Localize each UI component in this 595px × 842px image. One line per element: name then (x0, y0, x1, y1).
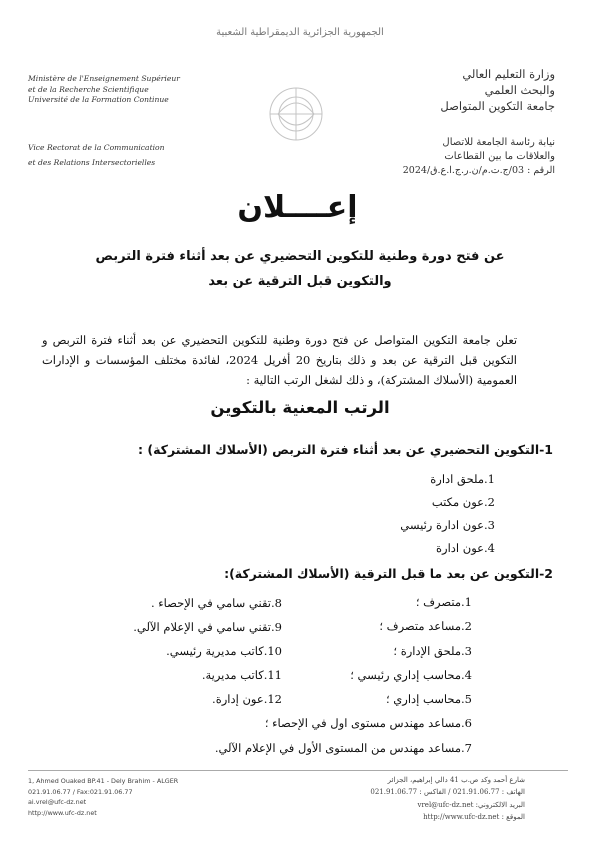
subject-line: عن فتح دورة وطنية للتكوين التحضيري عن بعد أثناء فترة التربص (95, 249, 505, 264)
vice-rectorat-fr (28, 140, 218, 170)
announcement-title: إعــــلان (237, 190, 358, 225)
section2-heading: 2-التكوين عن بعد ما قبل الترقية (الأسلاك المشتركة): (224, 566, 553, 581)
ranks-heading: الرتب المعنية بالتكوين (210, 398, 390, 417)
ministry-line-fr: Université de la Formation Continue (28, 95, 169, 104)
vice-rectorat-ar (345, 136, 555, 164)
list-item: 12.عون إدارة. (212, 692, 282, 706)
list-item: 2.مساعد متصرف ؛ (379, 619, 472, 634)
list-item: 4.عون ادارة (436, 541, 495, 555)
ministry-header-fr (28, 74, 213, 106)
list-item: 1.متصرف ؛ (415, 595, 472, 609)
vice-line-ar: نيابة رئاسة الجامعة للاتصال (442, 137, 555, 148)
footer-email-ar[interactable]: البريد الالكتروني: vrel@ufc-dz.net (417, 800, 525, 809)
list-item: 2.عون مكتب (431, 495, 495, 509)
intro-paragraph: تعلن جامعة التكوين المتواصل عن فتح دورة وطنية للتكوين التحضيري عن بعد أثناء فترة التربص و التكوين قبل الترقية عن بعد و ذلك بتاريخ 20 أفريل 2024، لفائدة مختلف المؤسسات و الإدارات العمومية (الأسلاك المشتركة)، و ذلك لشغل الرتب التالية : (42, 333, 517, 387)
footer-contact-fr (28, 776, 228, 818)
ministry-line-fr: et de la Recherche Scientifique (28, 84, 149, 94)
ministry-line-fr: Ministère de l'Enseignement Supérieur (28, 74, 180, 83)
section1-list (295, 468, 495, 560)
list-item: 4.محاسب إداري رئيسي ؛ (350, 667, 472, 682)
footer-address-fr: 1, Ahmed Ouaked BP.41 - Dely Brahim - ALGER (28, 777, 179, 785)
section2-list-left (112, 591, 282, 711)
vice-line-fr: Vice Rectorat de la Communication (28, 143, 165, 152)
ministry-header-ar (365, 66, 555, 114)
list-item: 6.مساعد مهندس مستوى اول في الإحصاء ؛ (264, 716, 472, 731)
subject-line: والتكوين قبل الترقية عن بعد (208, 274, 392, 289)
ministry-line-ar: جامعة التكوين المتواصل (440, 99, 555, 113)
republic-header: الجمهورية الجزائرية الديمقراطية الشعبية (216, 27, 384, 38)
list-item: 5.محاسب إداري ؛ (385, 692, 472, 707)
list-item: 3.عون ادارة رئيسي (400, 518, 495, 532)
university-logo (248, 74, 344, 154)
list-item: 3.ملحق الإدارة ؛ (393, 643, 472, 658)
footer-phone-fr: 021.91.06.77 / Fax:021.91.06.77 (28, 787, 133, 796)
ministry-line-ar: وزارة التعليم العالي (462, 67, 555, 81)
list-item: 1.ملحق ادارة (430, 472, 495, 486)
announcement-subject (60, 244, 540, 294)
list-item: 9.تقني سامي في الإعلام الآلي. (133, 620, 282, 634)
footer-website-ar[interactable]: الموقع : http://www.ufc-dz.net (423, 812, 525, 821)
list-item: 11.كاتب مديرية. (201, 668, 282, 682)
footer-divider (28, 770, 568, 771)
ministry-line-ar: والبحث العلمي (484, 83, 555, 97)
footer-address-ar: شارع أحمد وكد ص.ب 41 دالي إبراهيم، الجزائر (387, 776, 525, 784)
footer-phone-ar: الهاتف : 021.91.06.77 / الفاكس : 021.91.06.77 (370, 788, 525, 797)
list-item: 8.تقني سامي في الإحصاء . (150, 596, 282, 610)
footer-email-fr[interactable]: ai.vrel@ufc-dz.net (28, 798, 87, 807)
section1-heading: 1-التكوين التحضيري عن بعد أثناء فترة التربص (الأسلاك المشتركة) : (138, 442, 553, 457)
list-item: 7.مساعد مهندس من المستوى الأول في الإعلام الآلي. (214, 740, 472, 755)
footer-website-fr[interactable]: http://www.ufc-dz.net (28, 808, 97, 817)
list-item: 10.كاتب مديرية رئيسي. (166, 644, 282, 658)
reference-number: الرقم : 03/ج.ت.م/ن.ر.ج.ا.ع.ق/2024 (402, 165, 555, 176)
vice-line-ar: والعلاقات ما بين القطاعات (444, 151, 555, 162)
vice-line-fr: et des Relations Intersectorielles (28, 158, 156, 167)
footer-contact-ar (305, 774, 525, 823)
